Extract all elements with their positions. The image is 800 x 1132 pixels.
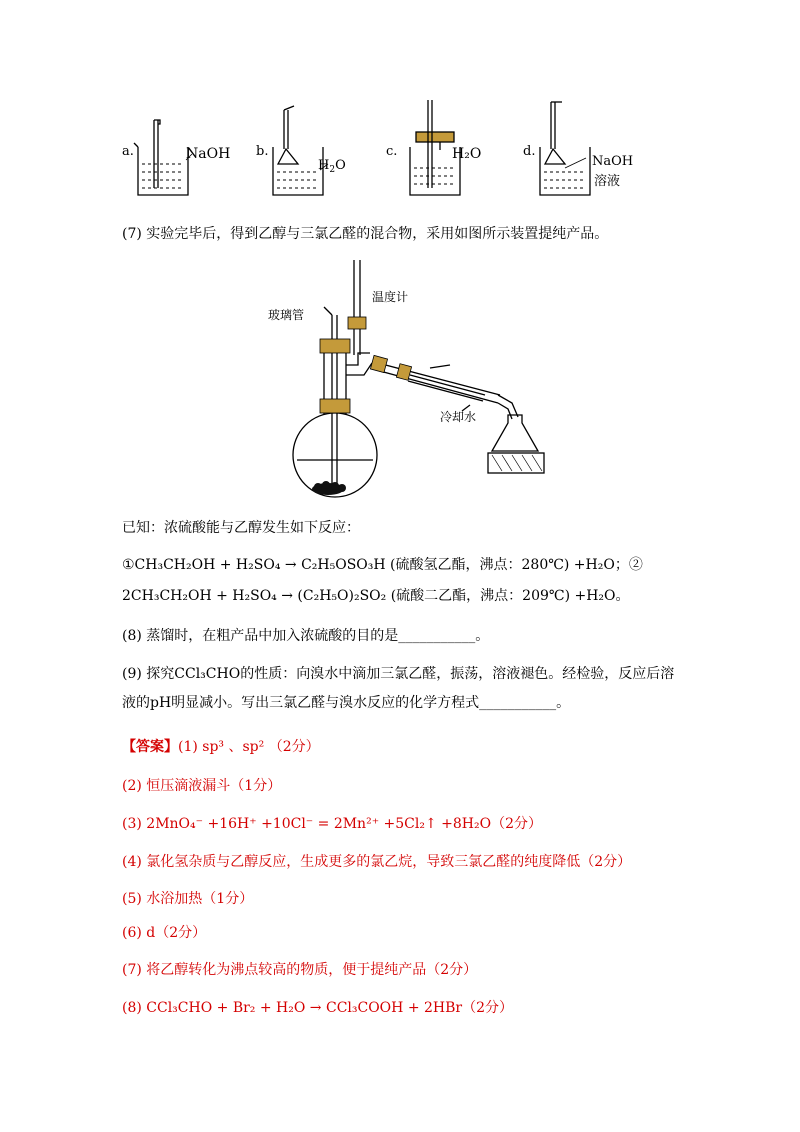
answer-4: (4) 氯化氢杂质与乙醇反应，生成更多的氯乙烷，导致三氯乙醛的纯度降低（2分）: [122, 854, 632, 870]
question-8: (8) 蒸馏时，在粗产品中加入浓硫酸的目的是___________。: [122, 628, 490, 644]
apparatus-cooling-water-label: 冷却水: [440, 410, 477, 424]
distillation-apparatus-drawing: [280, 255, 560, 500]
device-c-text: H₂O: [452, 146, 482, 162]
reaction-1-note: (硫酸氢乙酯，沸点：280℃) +H₂O；②: [390, 557, 643, 573]
distillation-apparatus: [280, 255, 560, 500]
question-7: (7) 实验完毕后，得到乙醇与三氯乙醛的混合物，采用如图所示装置提纯产品。: [122, 226, 609, 242]
reaction-1: [122, 555, 643, 575]
apparatus-thermometer-label: 温度计: [372, 290, 409, 304]
device-b-h: H: [318, 158, 330, 173]
device-a-label: a.: [122, 144, 134, 159]
answer-7: (7) 将乙醇转化为沸点较高的物质，便于提纯产品（2分）: [122, 962, 478, 978]
answer-5: (5) 水浴加热（1分）: [122, 891, 254, 907]
answer-1: [122, 737, 320, 757]
known-text: 已知：浓硫酸能与乙醇发生如下反应：: [122, 520, 360, 536]
reaction-2-note: (硫酸二乙酯，沸点：209℃) +H₂O。: [390, 588, 630, 604]
device-b-text: [318, 158, 346, 175]
answer-1-text: (1) sp³ 、sp² （2分）: [178, 739, 320, 755]
reaction-2: [122, 586, 630, 606]
device-d-text2: 溶液: [594, 174, 621, 189]
answer-6: (6) d（2分）: [122, 925, 207, 941]
device-d-label: d.: [523, 144, 536, 159]
device-a-text: NaOH: [186, 146, 231, 162]
device-b-label: b.: [256, 144, 269, 159]
answer-8: (8) CCl₃CHO + Br₂ + H₂O → CCl₃COOH + 2HBr（2分）: [122, 1000, 514, 1016]
reaction-2-equation: 2CH₃CH₂OH + H₂SO₄ → (C₂H₅O)₂SO₂: [122, 588, 387, 604]
question-9-line-2: 液的pH明显减小。写出三氯乙醛与溴水反应的化学方程式___________。: [122, 695, 571, 711]
answer-2: (2) 恒压滴液漏斗（1分）: [122, 778, 282, 794]
answer-3: (3) 2MnO₄⁻ +16H⁺ +10Cl⁻ = 2Mn²⁺ +5Cl₂↑ +8H₂O（2分）: [122, 816, 542, 832]
device-d-text1: NaOH: [592, 154, 634, 169]
answer-label: 【答案】: [122, 739, 178, 755]
question-9-line-1: (9) 探究CCl₃CHO的性质：向溴水中滴加三氯乙醛，振荡，溶液褪色。经检验，反应后溶: [122, 666, 675, 682]
device-c-label: c.: [386, 144, 398, 159]
device-b-o: O: [335, 158, 346, 173]
reaction-1-equation: ①CH₃CH₂OH + H₂SO₄ → C₂H₅OSO₃H: [122, 557, 386, 573]
apparatus-glass-tube-label: 玻璃管: [268, 308, 305, 322]
device-b-sub: 2: [329, 165, 336, 175]
